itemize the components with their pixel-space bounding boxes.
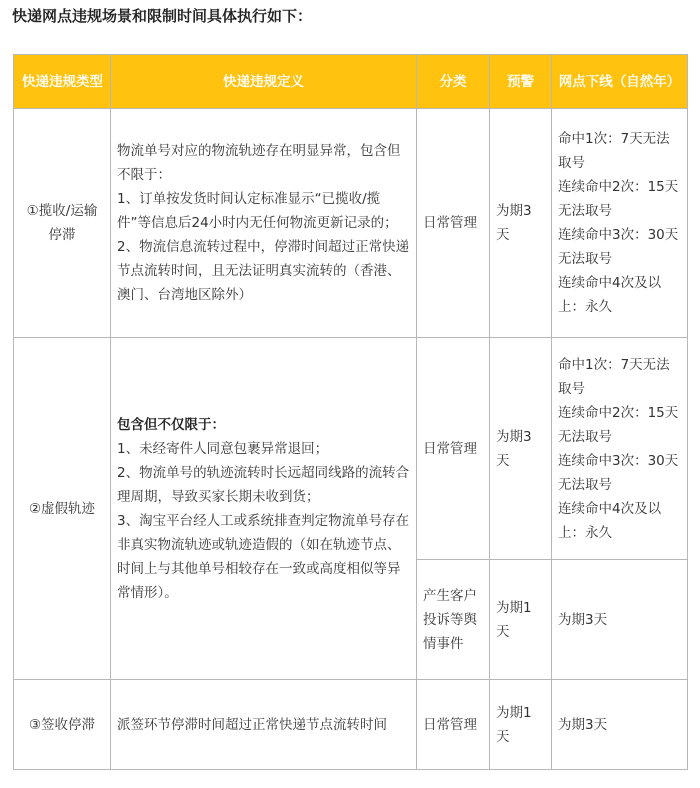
warning-cell: 为期3天	[490, 109, 552, 338]
violation-definition-cell	[111, 109, 417, 338]
offline-line: 连续命中2次：15天无法取号	[558, 179, 679, 219]
warning-cell: 为期3天	[490, 338, 552, 560]
violation-definition-cell: 派签环节停滞时间超过正常快递节点流转时间	[111, 680, 417, 770]
offline-line: 连续命中3次：30天无法取号	[558, 227, 679, 267]
offline-cell	[552, 338, 688, 560]
violation-table	[13, 54, 688, 770]
offline-cell	[552, 109, 688, 338]
category-cell: 日常管理	[417, 680, 490, 770]
page-title: 快递网点违规场景和限制时间具体执行如下：	[12, 7, 313, 25]
table-row	[14, 680, 688, 770]
violation-type-cell: ②虚假轨迹	[14, 338, 111, 680]
offline-line: 命中1次：7天无法取号	[558, 356, 670, 397]
definition-line: 1、未经寄件人同意包裹异常退回；	[117, 440, 329, 457]
definition-line: 3、淘宝平台经人工或系统排查判定物流单号存在非真实物流轨迹或轨迹造假的（如在轨迹节点、时间上与其他单号相较存在一致或高度相似等异常情形）。	[117, 512, 410, 601]
warning-cell: 为期1天	[490, 680, 552, 770]
definition-line: 物流单号对应的物流轨迹存在明显异常，包含但不限于：	[117, 143, 401, 183]
violation-definition-cell	[111, 338, 417, 680]
header-violation-definition: 快递违规定义	[111, 55, 417, 109]
header-offline: 网点下线（自然年）	[552, 55, 688, 109]
violation-type-cell: ①揽收/运输停滞	[14, 109, 111, 338]
category-cell: 产生客户投诉等舆情事件	[417, 560, 490, 680]
warning-cell: 为期1天	[490, 560, 552, 680]
header-category: 分类	[417, 55, 490, 109]
definition-heading: 包含但不仅限于：	[117, 416, 225, 433]
offline-line: 连续命中4次及以上：永久	[558, 500, 662, 541]
violation-type-cell: ③签收停滞	[14, 680, 111, 770]
category-cell: 日常管理	[417, 109, 490, 338]
table-header-row	[14, 55, 688, 109]
definition-line: 2、物流单号的轨迹流转时长远超同线路的流转合理周期，导致买家长期未收到货；	[117, 464, 410, 505]
offline-line: 连续命中3次：30天无法取号	[558, 452, 679, 493]
table-row	[14, 338, 688, 560]
header-warning: 预警	[490, 55, 552, 109]
definition-line: 1、订单按发货时间认定标准显示“已揽收/揽件”等信息后24小时内无任何物流更新记录的；	[117, 191, 398, 231]
header-violation-type: 快递违规类型	[14, 55, 111, 109]
offline-cell: 为期3天	[552, 560, 688, 680]
offline-line: 命中1次：7天无法取号	[558, 131, 670, 171]
category-cell: 日常管理	[417, 338, 490, 560]
table-row	[14, 109, 688, 338]
definition-line: 2、物流信息流转过程中，停滞时间超过正常快递节点流转时间，且无法证明真实流转的（香港、澳门、台湾地区除外）	[117, 239, 410, 303]
offline-line: 连续命中4次及以上：永久	[558, 275, 662, 315]
offline-cell: 为期3天	[552, 680, 688, 770]
offline-line: 连续命中2次：15天无法取号	[558, 404, 679, 445]
